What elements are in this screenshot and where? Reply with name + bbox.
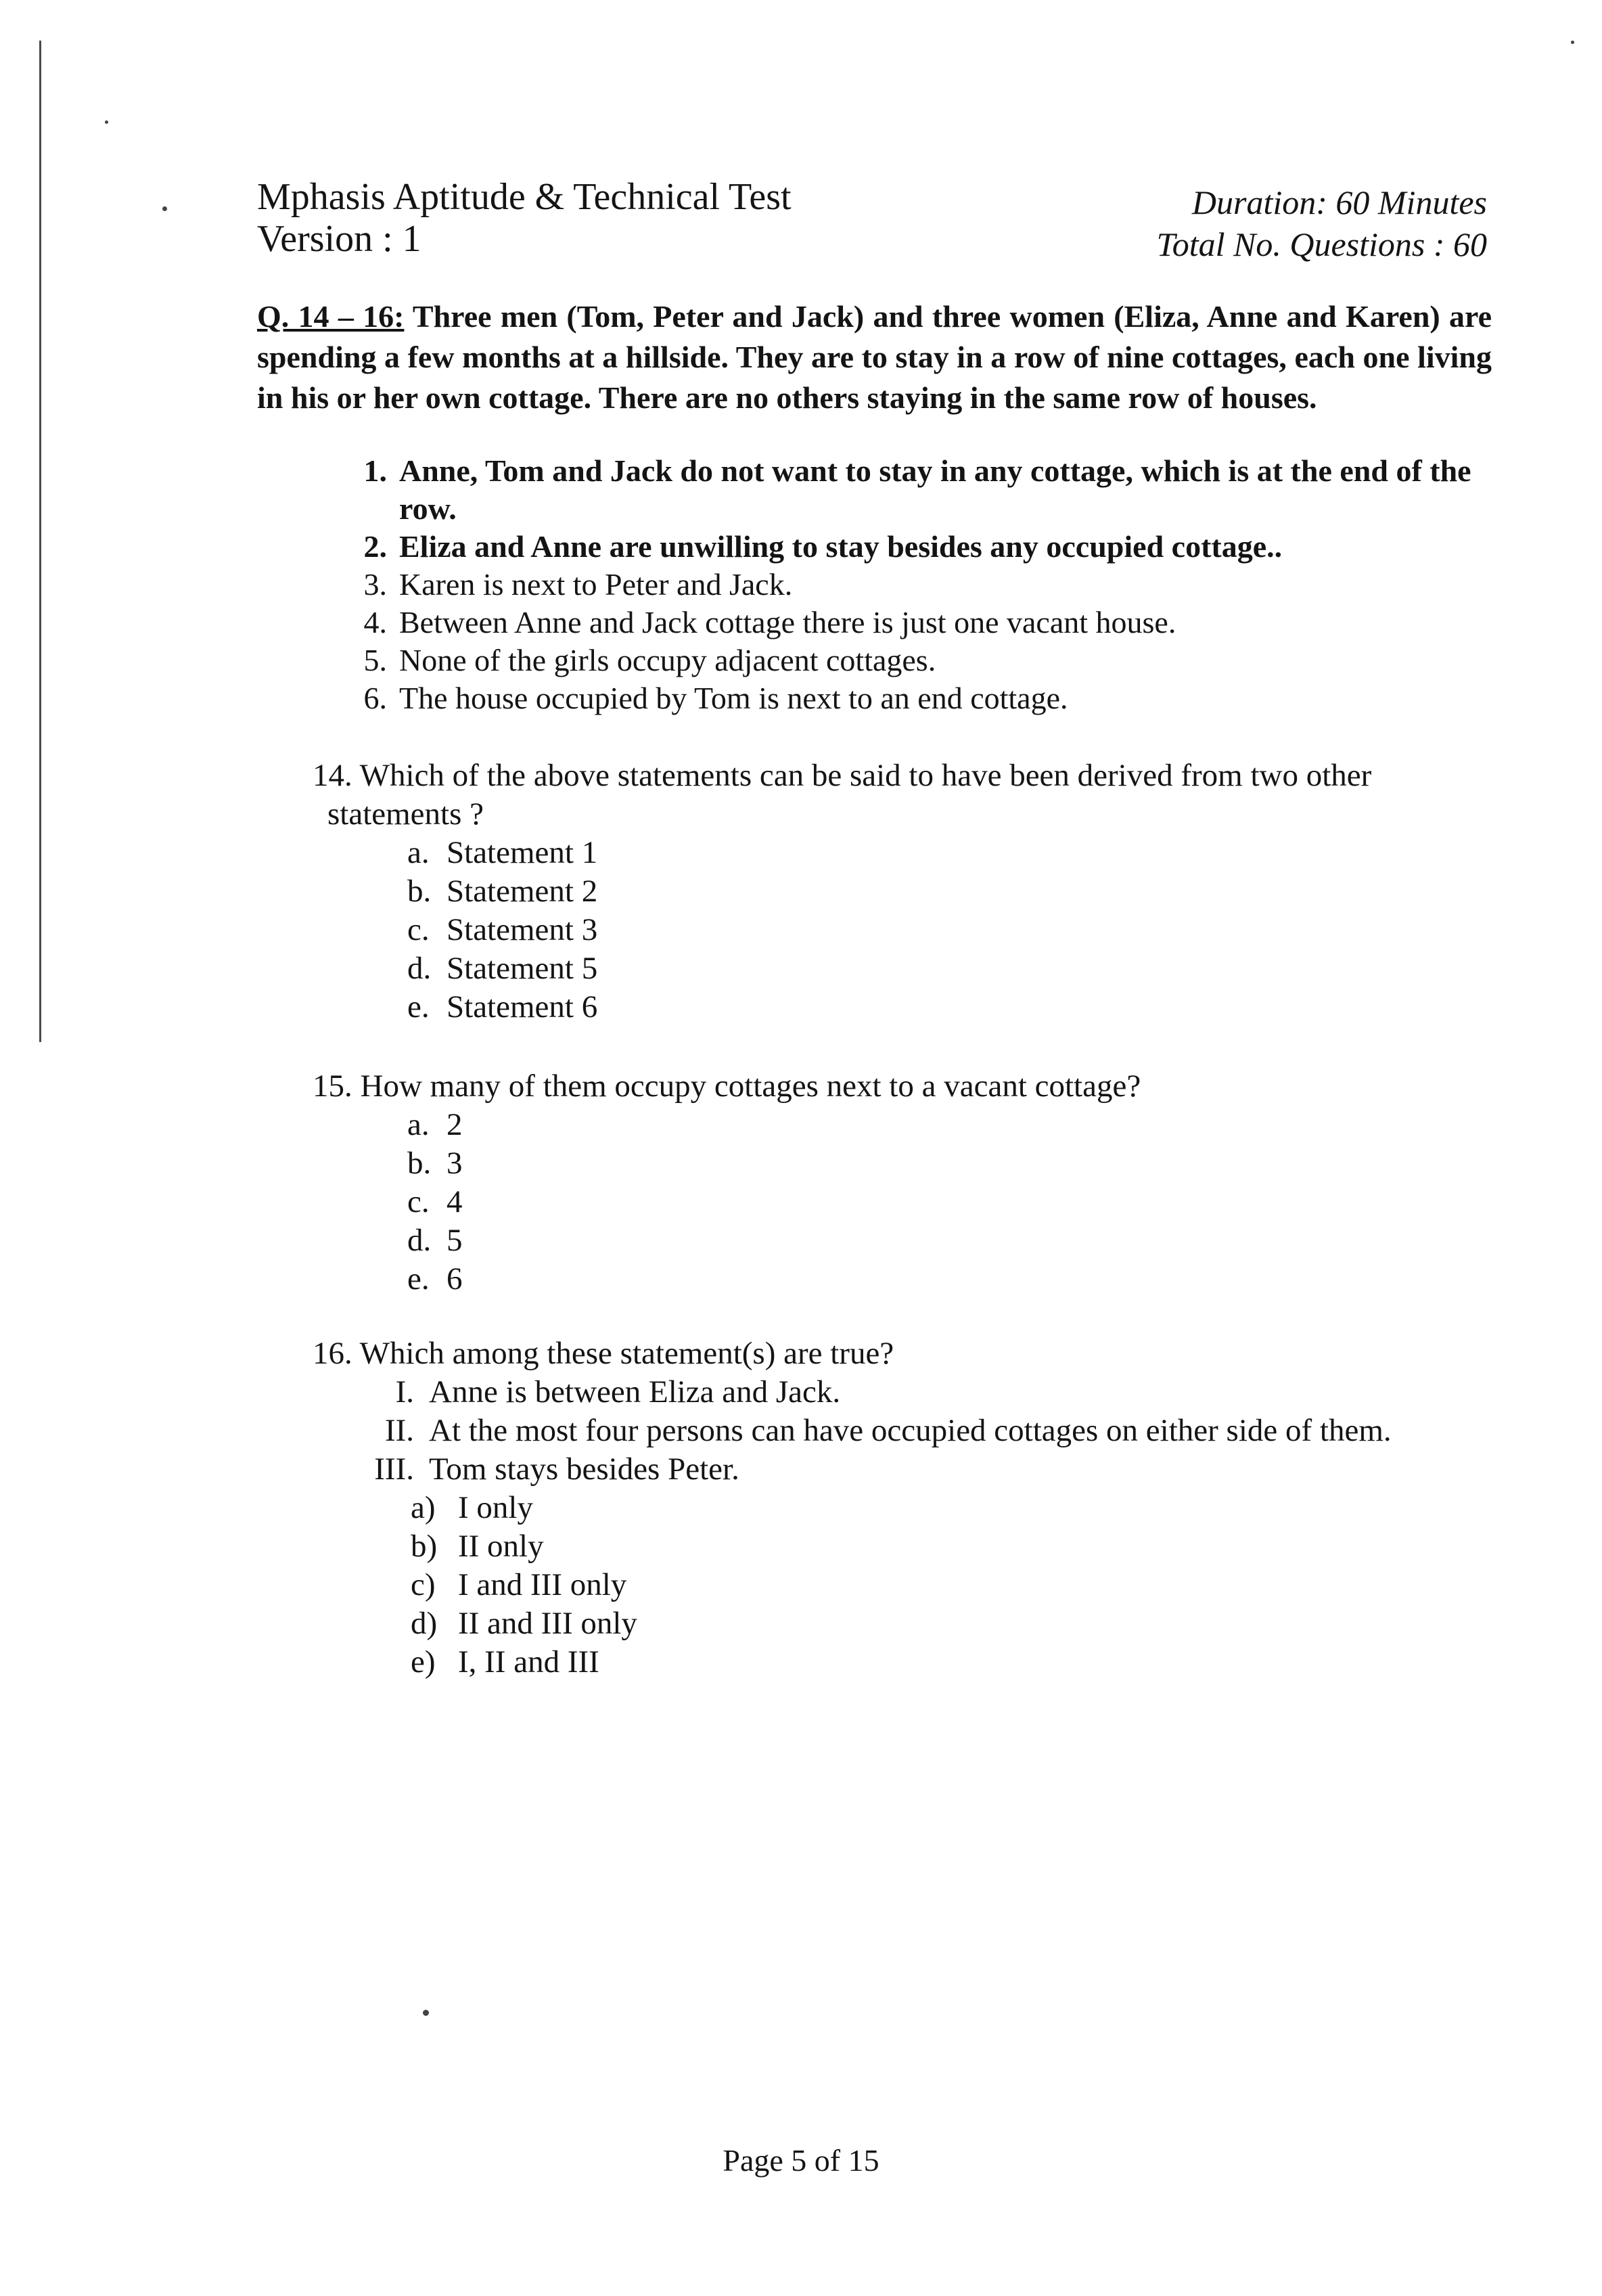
answer-option: e. Statement 6: [407, 989, 598, 1025]
claim-item: I. Anne is between Eliza and Jack.: [395, 1374, 841, 1410]
scan-speck: [162, 206, 167, 211]
claim-item: III. Tom stays besides Peter.: [374, 1451, 739, 1487]
question-15-text: 15. How many of them occupy cottages next to a vacant cottage?: [313, 1068, 1141, 1104]
statement-item: 1. Anne, Tom and Jack do not want to stay in any cottage, which is at the end of the row.: [363, 453, 1471, 526]
question-16-options: [411, 1489, 1503, 1682]
statement-item: 4. Between Anne and Jack cottage there is just one vacant house.: [363, 605, 1176, 639]
statement-list: [338, 452, 1502, 717]
statement-item: 5. None of the girls occupy adjacent cottages.: [363, 643, 936, 677]
question-16-claims: [340, 1373, 1503, 1489]
answer-option: d) II and III only: [411, 1606, 637, 1641]
answer-option: a. 2: [407, 1107, 463, 1142]
question-14: [313, 757, 1503, 1027]
scan-speck: [423, 2010, 429, 2016]
answer-option: a) I only: [411, 1490, 533, 1525]
passage-reference: Q. 14 – 16:: [257, 299, 405, 334]
version-label: Version : 1: [257, 218, 421, 260]
question-15-options: [407, 1106, 1503, 1299]
statement-item: 6. The house occupied by Tom is next to an end cottage.: [363, 681, 1068, 715]
question-16: [313, 1334, 1503, 1682]
question-16-text: 16. Which among these statement(s) are true?: [313, 1336, 894, 1371]
passage-text: Three men (Tom, Peter and Jack) and three women (Eliza, Anne and Karen) are spending a few months at a hillside. They are to stay in a row of nine cottages, each one living in his or her own cottage. There are no others staying in the same row of houses.: [257, 299, 1492, 415]
scan-speck: [105, 120, 108, 124]
total-questions-label: Total No. Questions : 60: [1156, 225, 1487, 263]
answer-option: c. Statement 3: [407, 912, 598, 947]
scan-speck: [1571, 41, 1574, 44]
statement-item: 2. Eliza and Anne are unwilling to stay besides any occupied cottage..: [363, 529, 1283, 564]
header-left: [257, 176, 792, 260]
claim-item: II. At the most four persons can have occupied cottages on either side of them.: [384, 1413, 1392, 1448]
test-title: Mphasis Aptitude & Technical Test: [257, 176, 792, 218]
answer-option: d. 5: [407, 1223, 463, 1258]
scan-edge-line: [39, 41, 41, 1042]
answer-option: e. 6: [407, 1261, 463, 1297]
question-15: [313, 1067, 1503, 1299]
statement-item: 3. Karen is next to Peter and Jack.: [363, 567, 793, 602]
answer-option: c) I and III only: [411, 1567, 627, 1602]
answer-option: d. Statement 5: [407, 951, 598, 986]
header-right: [1156, 181, 1487, 265]
duration-label: Duration: 60 Minutes: [1191, 183, 1487, 221]
answer-option: a. Statement 1: [407, 835, 598, 870]
answer-option: b) II only: [411, 1529, 544, 1564]
answer-option: c. 4: [407, 1184, 463, 1219]
answer-option: e) I, II and III: [411, 1644, 599, 1680]
question-14-text: 14. Which of the above statements can be said to have been derived from two other statements ?: [313, 758, 1372, 832]
passage: [257, 296, 1492, 418]
page-number: Page 5 of 15: [723, 2143, 879, 2178]
question-14-options: [407, 834, 1503, 1027]
answer-option: b. Statement 2: [407, 874, 598, 909]
answer-option: b. 3: [407, 1146, 463, 1181]
